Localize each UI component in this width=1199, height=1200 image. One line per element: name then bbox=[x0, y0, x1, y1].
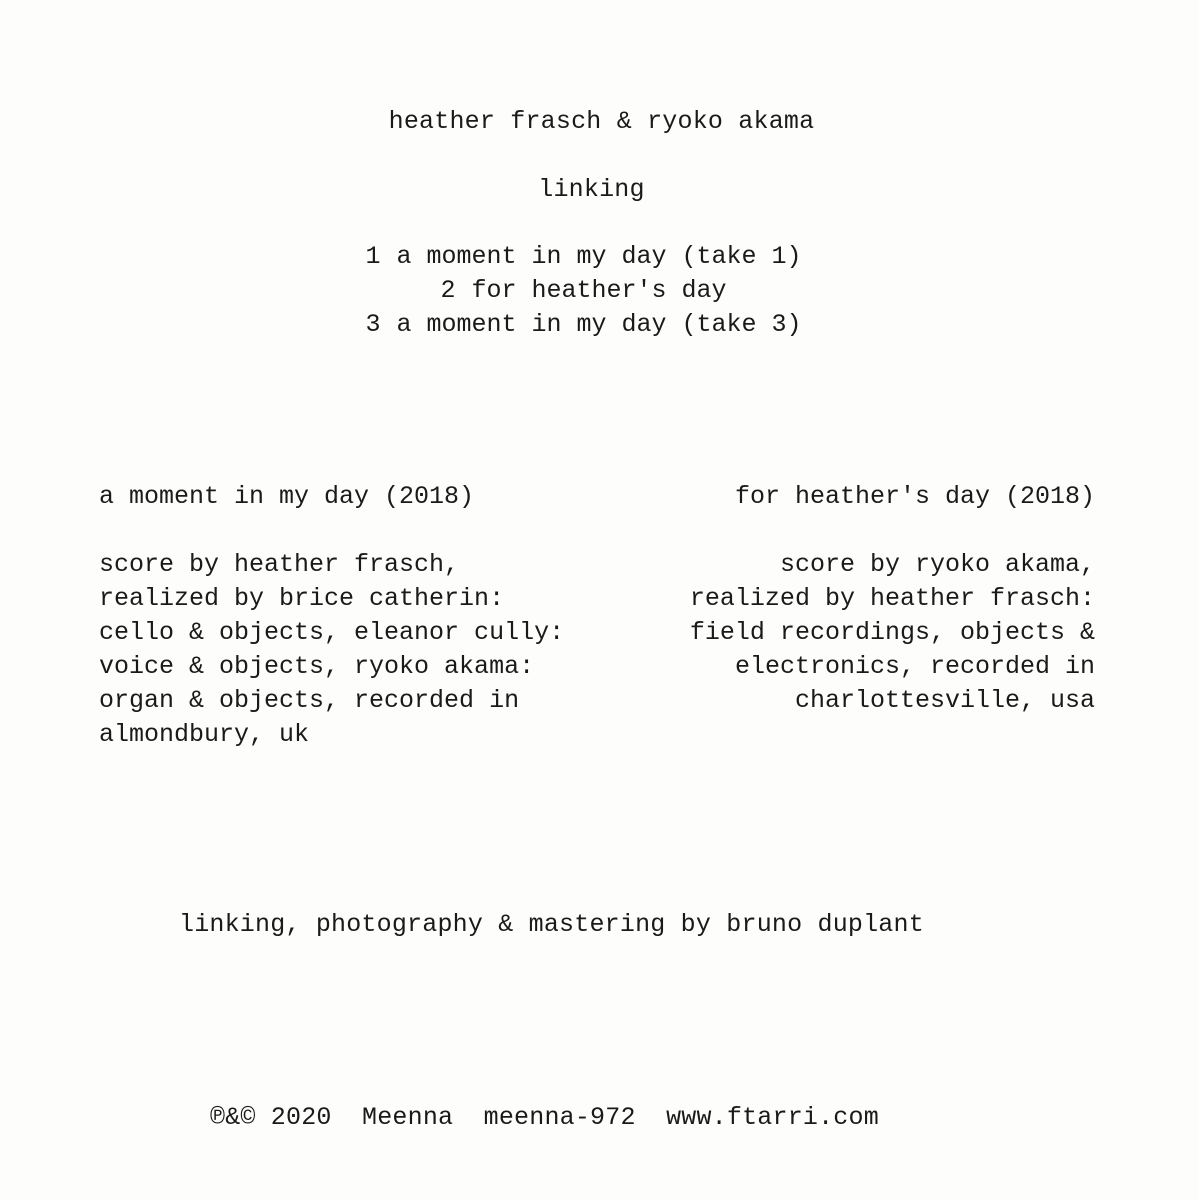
track-title: a moment in my day (take 1) bbox=[396, 242, 802, 271]
artist-names: heather frasch & ryoko akama bbox=[388, 107, 815, 136]
production-credits: linking, photography & mastering by bruno duplant bbox=[179, 910, 924, 939]
track-title: a moment in my day (take 3) bbox=[396, 310, 802, 339]
left-column-line: organ & objects, recorded in bbox=[99, 686, 520, 715]
track-item bbox=[0, 274, 1167, 308]
left-column-line: cello & objects, eleanor cully: bbox=[99, 618, 565, 647]
right-column-line: charlottesville, usa bbox=[794, 686, 1095, 715]
right-column-line: score by ryoko akama, bbox=[779, 550, 1095, 579]
right-column-line: electronics, recorded in bbox=[734, 652, 1095, 681]
left-column-line: voice & objects, ryoko akama: bbox=[99, 652, 535, 681]
left-column-line: realized by brice catherin: bbox=[99, 584, 505, 613]
left-column-line: score by heather frasch, bbox=[99, 550, 460, 579]
left-column-line: almondbury, uk bbox=[99, 720, 310, 749]
track-number: 1 bbox=[365, 242, 381, 271]
track-item bbox=[0, 308, 1167, 342]
left-column-title: a moment in my day (2018) bbox=[99, 482, 475, 511]
right-column-line: field recordings, objects & bbox=[689, 618, 1095, 647]
right-column-title: for heather's day (2018) bbox=[734, 482, 1095, 511]
right-column-line: realized by heather frasch: bbox=[689, 584, 1095, 613]
label-footer: ℗&© 2020 Meenna meenna-972 www.ftarri.com bbox=[210, 1103, 879, 1132]
right-credits-column bbox=[615, 480, 1095, 718]
track-title: for heather's day bbox=[471, 276, 727, 305]
track-item bbox=[0, 240, 1167, 274]
left-credits-column bbox=[99, 480, 579, 752]
album-title: linking bbox=[538, 175, 645, 204]
track-number: 2 bbox=[440, 276, 456, 305]
track-number: 3 bbox=[365, 310, 381, 339]
